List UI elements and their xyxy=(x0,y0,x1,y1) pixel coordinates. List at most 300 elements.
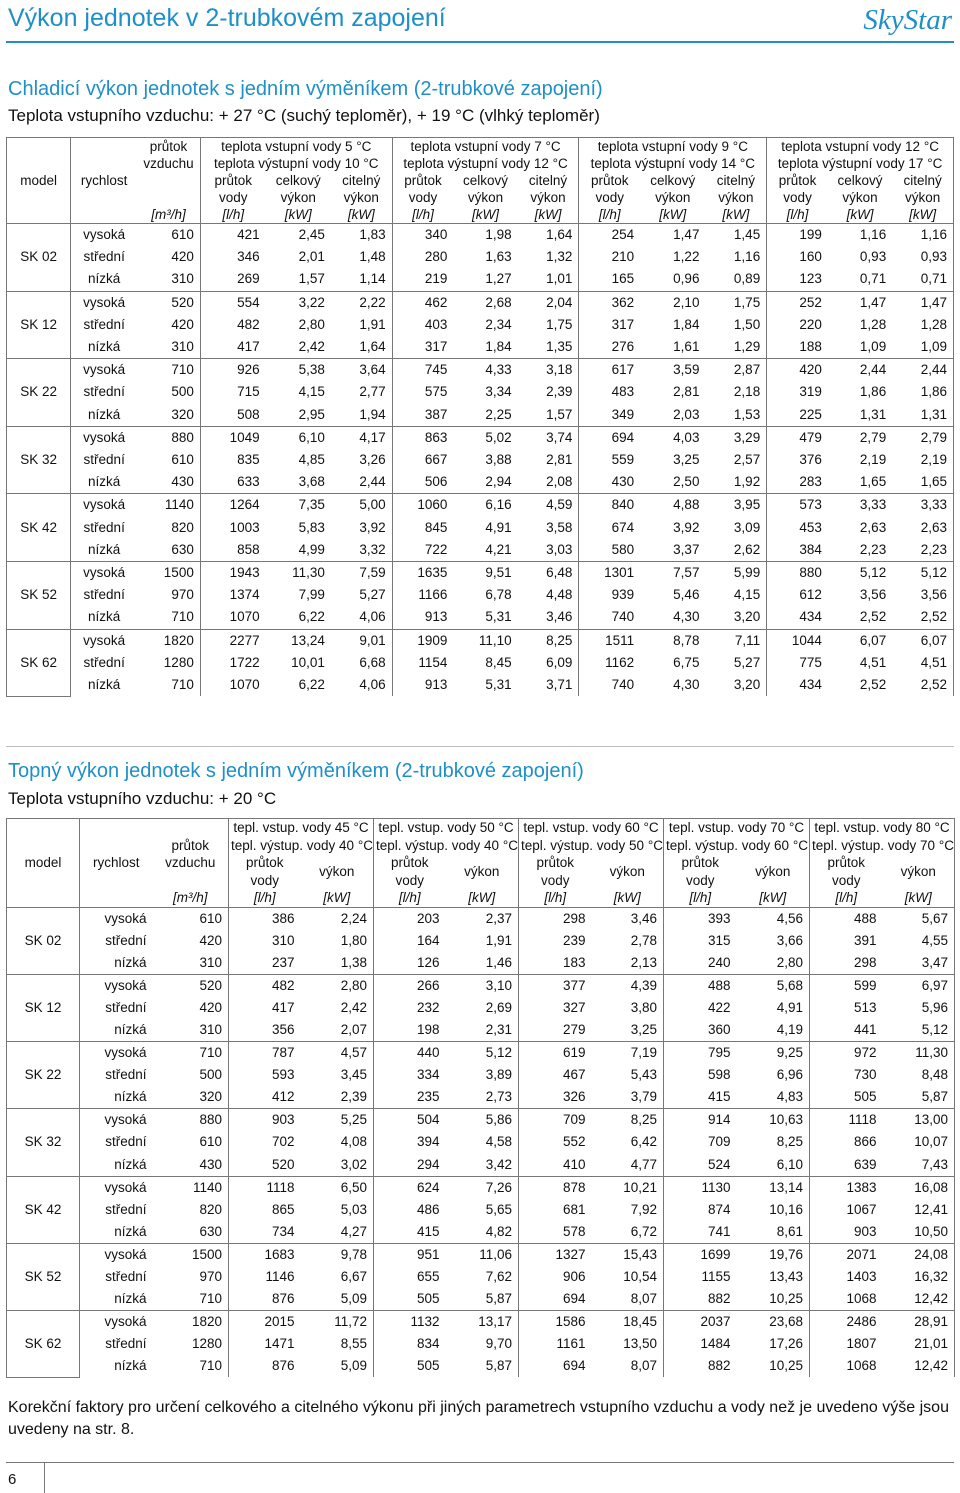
value-cell: 346 xyxy=(237,249,260,265)
table-row xyxy=(7,224,954,247)
value-cell: 4,85 xyxy=(298,452,325,468)
value-cell: 7,35 xyxy=(266,494,331,517)
model-cell: SK 42 xyxy=(7,1176,80,1243)
model-cell: SK 22 xyxy=(7,359,71,427)
value-cell: 513 xyxy=(853,999,877,1015)
value-cell: 2,39 xyxy=(518,381,579,403)
value-cell: 0,96 xyxy=(673,271,700,287)
footer-rule xyxy=(6,1462,954,1463)
header-group-in: teplota vstupní vody 9 °C xyxy=(579,138,767,156)
value-cell: 453 xyxy=(799,519,822,535)
value-cell: 2,39 xyxy=(301,1086,374,1109)
unit-kw: [kW] xyxy=(892,206,953,224)
value-cell: 11,30 xyxy=(266,562,331,585)
unit-flow: [l/h] xyxy=(598,207,621,222)
value-cell: 17,26 xyxy=(737,1333,810,1355)
value-cell: 219 xyxy=(424,271,448,287)
header-group-in: tepl. vstup. vody 45 °C xyxy=(229,819,374,837)
value-cell: 610 xyxy=(137,224,200,247)
value-cell: 4,15 xyxy=(705,584,766,606)
value-cell: 4,55 xyxy=(883,930,955,952)
header-group-out: tepl. výstup. vody 70 °C xyxy=(810,837,955,855)
value-cell: 1,38 xyxy=(301,952,374,975)
header-power: výkon xyxy=(446,854,519,889)
table-row xyxy=(7,155,954,172)
value-cell: 5,38 xyxy=(266,359,331,382)
value-cell: 420 xyxy=(137,246,200,268)
value-cell: 420 xyxy=(767,359,828,382)
value-cell: 1403 xyxy=(846,1269,877,1284)
value-cell: 2,50 xyxy=(673,474,700,490)
value-cell: 3,25 xyxy=(673,452,700,468)
value-cell: 1140 xyxy=(137,494,200,517)
speed-cell: nízká xyxy=(88,271,121,287)
value-cell: 7,43 xyxy=(883,1154,955,1177)
header-airflow xyxy=(153,819,229,837)
value-cell: 6,50 xyxy=(301,1176,374,1199)
value-cell: 391 xyxy=(853,932,877,948)
page-title: Výkon jednotek v 2-trubkovém zapojení xyxy=(8,4,446,32)
value-cell: 4,33 xyxy=(453,359,517,382)
value-cell: 5,02 xyxy=(453,426,517,449)
unit-flow: [l/h] xyxy=(786,207,809,222)
value-cell: 913 xyxy=(424,609,448,625)
header-airflow xyxy=(137,172,200,189)
header-flow: průtok xyxy=(214,173,252,188)
unit-kw: [kW] xyxy=(705,206,766,224)
value-cell: 420 xyxy=(153,930,229,952)
value-cell: 6,22 xyxy=(298,677,325,693)
header-flow: vody xyxy=(831,872,861,888)
speed-cell: vysoká xyxy=(80,1243,153,1266)
value-cell: 624 xyxy=(374,1176,446,1199)
unit-flow: [l/h] xyxy=(412,207,434,222)
value-cell: 1484 xyxy=(700,1336,731,1352)
table-row xyxy=(7,674,954,696)
value-cell: 420 xyxy=(137,314,200,336)
value-cell: 3,46 xyxy=(518,606,579,629)
value-cell: 3,09 xyxy=(705,517,766,539)
value-cell: 280 xyxy=(424,249,448,265)
unit-kw: [kW] xyxy=(472,207,500,222)
value-cell: 5,09 xyxy=(301,1288,374,1311)
unit-kw: [kW] xyxy=(446,889,519,907)
heating-table xyxy=(6,818,955,1378)
value-cell: 18,45 xyxy=(592,1311,664,1334)
value-cell: 2,52 xyxy=(859,609,887,625)
value-cell: 1,91 xyxy=(446,930,519,952)
value-cell: 834 xyxy=(416,1336,440,1352)
value-cell: 1166 xyxy=(418,587,448,603)
value-cell: 2,52 xyxy=(892,606,953,629)
value-cell: 520 xyxy=(137,291,200,314)
value-cell: 1,01 xyxy=(518,268,579,291)
value-cell: 1635 xyxy=(392,562,453,585)
value-cell: 2,95 xyxy=(298,406,325,422)
value-cell: 5,27 xyxy=(705,652,766,674)
value-cell: 1118 xyxy=(810,1109,883,1132)
value-cell: 441 xyxy=(853,1021,877,1037)
table-row xyxy=(7,336,954,359)
speed-cell: vysoká xyxy=(71,224,137,247)
value-cell: 1,65 xyxy=(892,471,953,494)
value-cell: 1,29 xyxy=(705,336,766,359)
value-cell: 1586 xyxy=(519,1311,592,1334)
value-cell: 1,16 xyxy=(828,224,892,247)
value-cell: 1060 xyxy=(392,494,453,517)
header-cell xyxy=(7,872,80,890)
table-row xyxy=(7,1019,955,1042)
value-cell: 559 xyxy=(611,452,635,468)
value-cell: 1,22 xyxy=(673,249,700,265)
value-cell: 4,30 xyxy=(673,677,700,693)
value-cell: 9,78 xyxy=(301,1243,374,1266)
value-cell: 298 xyxy=(519,907,592,930)
header-cell xyxy=(7,138,71,156)
value-cell: 237 xyxy=(271,954,295,970)
value-cell: 7,59 xyxy=(331,562,392,585)
value-cell: 2,19 xyxy=(859,452,887,468)
value-cell: 8,25 xyxy=(518,629,579,652)
speed-cell: vysoká xyxy=(80,1311,153,1334)
value-cell: 5,03 xyxy=(301,1199,374,1221)
value-cell: 4,91 xyxy=(485,519,512,535)
table-row xyxy=(7,652,954,674)
header-power: výkon xyxy=(301,854,374,889)
value-cell: 6,09 xyxy=(518,652,579,674)
value-cell: 21,01 xyxy=(883,1333,955,1355)
value-cell: 1155 xyxy=(701,1269,731,1284)
value-cell: 2071 xyxy=(810,1243,883,1266)
value-cell: 5,12 xyxy=(892,562,953,585)
table-row xyxy=(7,291,954,314)
value-cell: 8,25 xyxy=(737,1131,810,1153)
value-cell: 2,57 xyxy=(705,449,766,471)
value-cell: 8,48 xyxy=(883,1064,955,1086)
header-airflow: průtok xyxy=(153,837,229,855)
unit-kw: [kW] xyxy=(284,207,312,222)
value-cell: 1,09 xyxy=(859,339,887,355)
header-airflow: vzduchu xyxy=(153,854,229,872)
value-cell: 420 xyxy=(153,997,229,1019)
header-total: výkon xyxy=(280,190,316,205)
value-cell: 319 xyxy=(799,384,822,400)
table-row xyxy=(7,997,955,1019)
value-cell: 12,42 xyxy=(883,1355,955,1377)
value-cell: 8,07 xyxy=(592,1355,664,1377)
value-cell: 1807 xyxy=(846,1336,877,1352)
value-cell: 702 xyxy=(271,1134,295,1150)
value-cell: 5,86 xyxy=(446,1109,519,1132)
value-cell: 1,47 xyxy=(892,291,953,314)
value-cell: 376 xyxy=(799,452,822,468)
model-cell: SK 62 xyxy=(7,1311,80,1378)
value-cell: 482 xyxy=(229,974,301,997)
value-cell: 820 xyxy=(137,517,200,539)
value-cell: 279 xyxy=(562,1021,586,1037)
value-cell: 610 xyxy=(153,1131,229,1153)
value-cell: 593 xyxy=(271,1067,295,1083)
value-cell: 326 xyxy=(562,1089,586,1105)
table-row xyxy=(7,819,955,837)
header-flow: vody xyxy=(218,190,248,205)
value-cell: 1,31 xyxy=(859,406,887,422)
speed-cell: nízká xyxy=(88,339,121,355)
value-cell: 1500 xyxy=(153,1243,229,1266)
value-cell: 7,11 xyxy=(705,629,766,652)
value-cell: 619 xyxy=(519,1042,592,1065)
value-cell: 3,59 xyxy=(640,359,705,382)
value-cell: 4,56 xyxy=(737,907,810,930)
header-flow: průtok xyxy=(827,855,866,870)
value-cell: 506 xyxy=(424,474,448,490)
table-row xyxy=(7,1199,955,1221)
value-cell: 7,26 xyxy=(446,1176,519,1199)
value-cell: 1,64 xyxy=(518,224,579,247)
value-cell: 356 xyxy=(271,1021,295,1037)
value-cell: 220 xyxy=(799,316,822,332)
value-cell: 5,68 xyxy=(737,974,810,997)
value-cell: 1161 xyxy=(556,1336,586,1352)
value-cell: 1,28 xyxy=(892,314,953,336)
header-flow: vody xyxy=(408,190,438,205)
value-cell: 874 xyxy=(707,1201,731,1217)
value-cell: 1130 xyxy=(664,1176,737,1199)
header-total: celkový xyxy=(837,173,883,188)
value-cell: 4,51 xyxy=(859,654,887,670)
value-cell: 694 xyxy=(562,1291,586,1307)
value-cell: 1,63 xyxy=(485,249,512,265)
value-cell: 1,32 xyxy=(518,246,579,268)
speed-cell: střední xyxy=(105,1336,147,1352)
value-cell: 488 xyxy=(664,974,737,997)
value-cell: 10,25 xyxy=(737,1288,810,1311)
value-cell: 4,03 xyxy=(640,426,705,449)
value-cell: 599 xyxy=(810,974,883,997)
value-cell: 1,75 xyxy=(705,291,766,314)
header-sensible: výkon xyxy=(331,189,392,206)
value-cell: 1068 xyxy=(846,1291,877,1307)
unit-kw: [kW] xyxy=(737,889,810,907)
header-group-in: tepl. vstup. vody 80 °C xyxy=(810,819,955,837)
value-cell: 482 xyxy=(237,316,260,332)
header-airflow: průtok xyxy=(137,138,200,156)
value-cell: 740 xyxy=(611,677,635,693)
value-cell: 13,24 xyxy=(266,629,331,652)
value-cell: 610 xyxy=(153,907,229,930)
value-cell: 1,75 xyxy=(518,314,579,336)
table-row xyxy=(7,246,954,268)
table-row xyxy=(7,1131,955,1153)
table-row xyxy=(7,381,954,403)
value-cell: 2,73 xyxy=(446,1086,519,1109)
model-cell: SK 12 xyxy=(7,291,71,359)
value-cell: 554 xyxy=(200,291,265,314)
value-cell: 2,62 xyxy=(705,539,766,562)
value-cell: 6,07 xyxy=(828,629,892,652)
value-cell: 310 xyxy=(137,336,200,359)
value-cell: 2,25 xyxy=(485,406,512,422)
value-cell: 7,92 xyxy=(592,1199,664,1221)
value-cell: 2,81 xyxy=(518,449,579,471)
value-cell: 5,12 xyxy=(883,1019,955,1042)
value-cell: 4,82 xyxy=(446,1221,519,1244)
speed-cell: nízká xyxy=(114,1156,147,1172)
table-row xyxy=(7,584,954,606)
value-cell: 430 xyxy=(611,474,635,490)
value-cell: 3,66 xyxy=(737,930,810,952)
value-cell: 4,06 xyxy=(331,606,392,629)
value-cell: 2,81 xyxy=(673,384,700,400)
value-cell: 9,70 xyxy=(446,1333,519,1355)
value-cell: 486 xyxy=(416,1201,440,1217)
value-cell: 349 xyxy=(611,406,635,422)
value-cell: 5,09 xyxy=(301,1355,374,1377)
value-cell: 2,07 xyxy=(301,1019,374,1042)
value-cell: 240 xyxy=(707,954,731,970)
header-cell xyxy=(7,155,71,172)
value-cell: 19,76 xyxy=(737,1243,810,1266)
table-row xyxy=(7,172,954,189)
value-cell: 4,57 xyxy=(301,1042,374,1065)
value-cell: 1,61 xyxy=(673,339,700,355)
model-cell: SK 02 xyxy=(7,907,80,974)
value-cell: 681 xyxy=(562,1201,586,1217)
table-row xyxy=(7,539,954,562)
value-cell: 1820 xyxy=(153,1311,229,1334)
value-cell: 6,97 xyxy=(883,974,955,997)
value-cell: 1067 xyxy=(846,1201,877,1217)
value-cell: 3,22 xyxy=(266,291,331,314)
value-cell: 2277 xyxy=(200,629,265,652)
value-cell: 10,50 xyxy=(883,1221,955,1244)
model-cell: SK 22 xyxy=(7,1042,80,1109)
speed-cell: nízká xyxy=(88,541,121,557)
cooling-title: Chladicí výkon jednotek s jedním výměníkem (2-trubkové zapojení) xyxy=(8,78,603,100)
value-cell: 1,80 xyxy=(301,930,374,952)
value-cell: 580 xyxy=(611,541,635,557)
value-cell: 951 xyxy=(374,1243,446,1266)
value-cell: 674 xyxy=(611,519,635,535)
value-cell: 28,91 xyxy=(883,1311,955,1334)
table-row xyxy=(7,449,954,471)
header-sensible: citelný xyxy=(518,172,579,189)
header-group-out: teplota výstupní vody 12 °C xyxy=(392,155,579,172)
value-cell: 254 xyxy=(579,224,640,247)
value-cell: 598 xyxy=(707,1067,731,1083)
value-cell: 1374 xyxy=(229,587,260,603)
value-cell: 1722 xyxy=(229,654,260,670)
value-cell: 2,37 xyxy=(446,907,519,930)
unit-flow: [l/h] xyxy=(544,890,567,905)
value-cell: 3,68 xyxy=(298,474,325,490)
value-cell: 11,10 xyxy=(453,629,517,652)
value-cell: 820 xyxy=(153,1199,229,1221)
value-cell: 3,45 xyxy=(301,1064,374,1086)
header-flow: průtok xyxy=(591,173,629,188)
header-sensible: citelný xyxy=(331,172,392,189)
value-cell: 334 xyxy=(416,1067,440,1083)
value-cell: 4,15 xyxy=(298,384,325,400)
speed-cell: vysoká xyxy=(71,629,137,652)
value-cell: 0,71 xyxy=(892,268,953,291)
header-model: model xyxy=(7,854,80,872)
heating-subtitle: Teplota vstupního vzduchu: + 20 °C xyxy=(8,789,277,808)
value-cell: 3,20 xyxy=(705,606,766,629)
value-cell: 417 xyxy=(237,339,260,355)
value-cell: 384 xyxy=(799,541,822,557)
value-cell: 1162 xyxy=(605,654,635,670)
value-cell: 903 xyxy=(853,1223,877,1239)
speed-cell: nízká xyxy=(114,1089,147,1105)
value-cell: 235 xyxy=(416,1089,440,1105)
value-cell: 1,47 xyxy=(828,291,892,314)
value-cell: 1049 xyxy=(200,426,265,449)
value-cell: 610 xyxy=(137,449,200,471)
value-cell: 2,78 xyxy=(592,930,664,952)
speed-cell: střední xyxy=(83,384,125,400)
unit-kw: [kW] xyxy=(659,207,687,222)
header-power: výkon xyxy=(883,854,955,889)
header-sensible: citelný xyxy=(705,172,766,189)
value-cell: 505 xyxy=(853,1089,877,1105)
value-cell: 1,65 xyxy=(859,474,887,490)
value-cell: 575 xyxy=(424,384,448,400)
value-cell: 1,45 xyxy=(705,224,766,247)
value-cell: 16,08 xyxy=(883,1176,955,1199)
table-row xyxy=(7,1288,955,1311)
unit-kw: [kW] xyxy=(592,889,664,907)
header-group-out: tepl. výstup. vody 40 °C xyxy=(229,837,374,855)
page-number: 6 xyxy=(8,1471,17,1488)
value-cell: 866 xyxy=(853,1134,877,1150)
header-total: výkon xyxy=(467,190,504,205)
value-cell: 4,59 xyxy=(518,494,579,517)
value-cell: 505 xyxy=(416,1291,440,1307)
header-airflow: vzduchu xyxy=(137,155,200,172)
table-row xyxy=(7,1109,955,1132)
value-cell: 7,57 xyxy=(640,562,705,585)
value-cell: 1511 xyxy=(579,629,640,652)
value-cell: 1,84 xyxy=(673,316,700,332)
header-power: výkon xyxy=(592,854,664,889)
value-cell: 1699 xyxy=(664,1243,737,1266)
value-cell: 694 xyxy=(562,1358,586,1374)
value-cell: 1,57 xyxy=(518,404,579,427)
value-cell: 3,25 xyxy=(592,1019,664,1042)
value-cell: 3,33 xyxy=(892,494,953,517)
header-group-in: teplota vstupní vody 12 °C xyxy=(767,138,954,156)
value-cell: 1,35 xyxy=(518,336,579,359)
value-cell: 775 xyxy=(799,654,822,670)
value-cell: 865 xyxy=(271,1201,295,1217)
table-row xyxy=(7,854,955,872)
value-cell: 315 xyxy=(707,932,731,948)
value-cell: 4,58 xyxy=(446,1131,519,1153)
value-cell: 8,45 xyxy=(485,654,512,670)
value-cell: 183 xyxy=(562,954,586,970)
value-cell: 845 xyxy=(424,519,448,535)
header-airflow: [m³/h] xyxy=(153,889,229,907)
unit-flow: [l/h] xyxy=(835,890,858,905)
value-cell: 310 xyxy=(271,932,295,948)
brand-logo: SkyStar xyxy=(863,4,952,36)
value-cell: 2,52 xyxy=(859,677,887,693)
value-cell: 740 xyxy=(611,609,635,625)
value-cell: 722 xyxy=(424,541,448,557)
header-flow: vody xyxy=(595,190,625,205)
value-cell: 3,33 xyxy=(828,494,892,517)
